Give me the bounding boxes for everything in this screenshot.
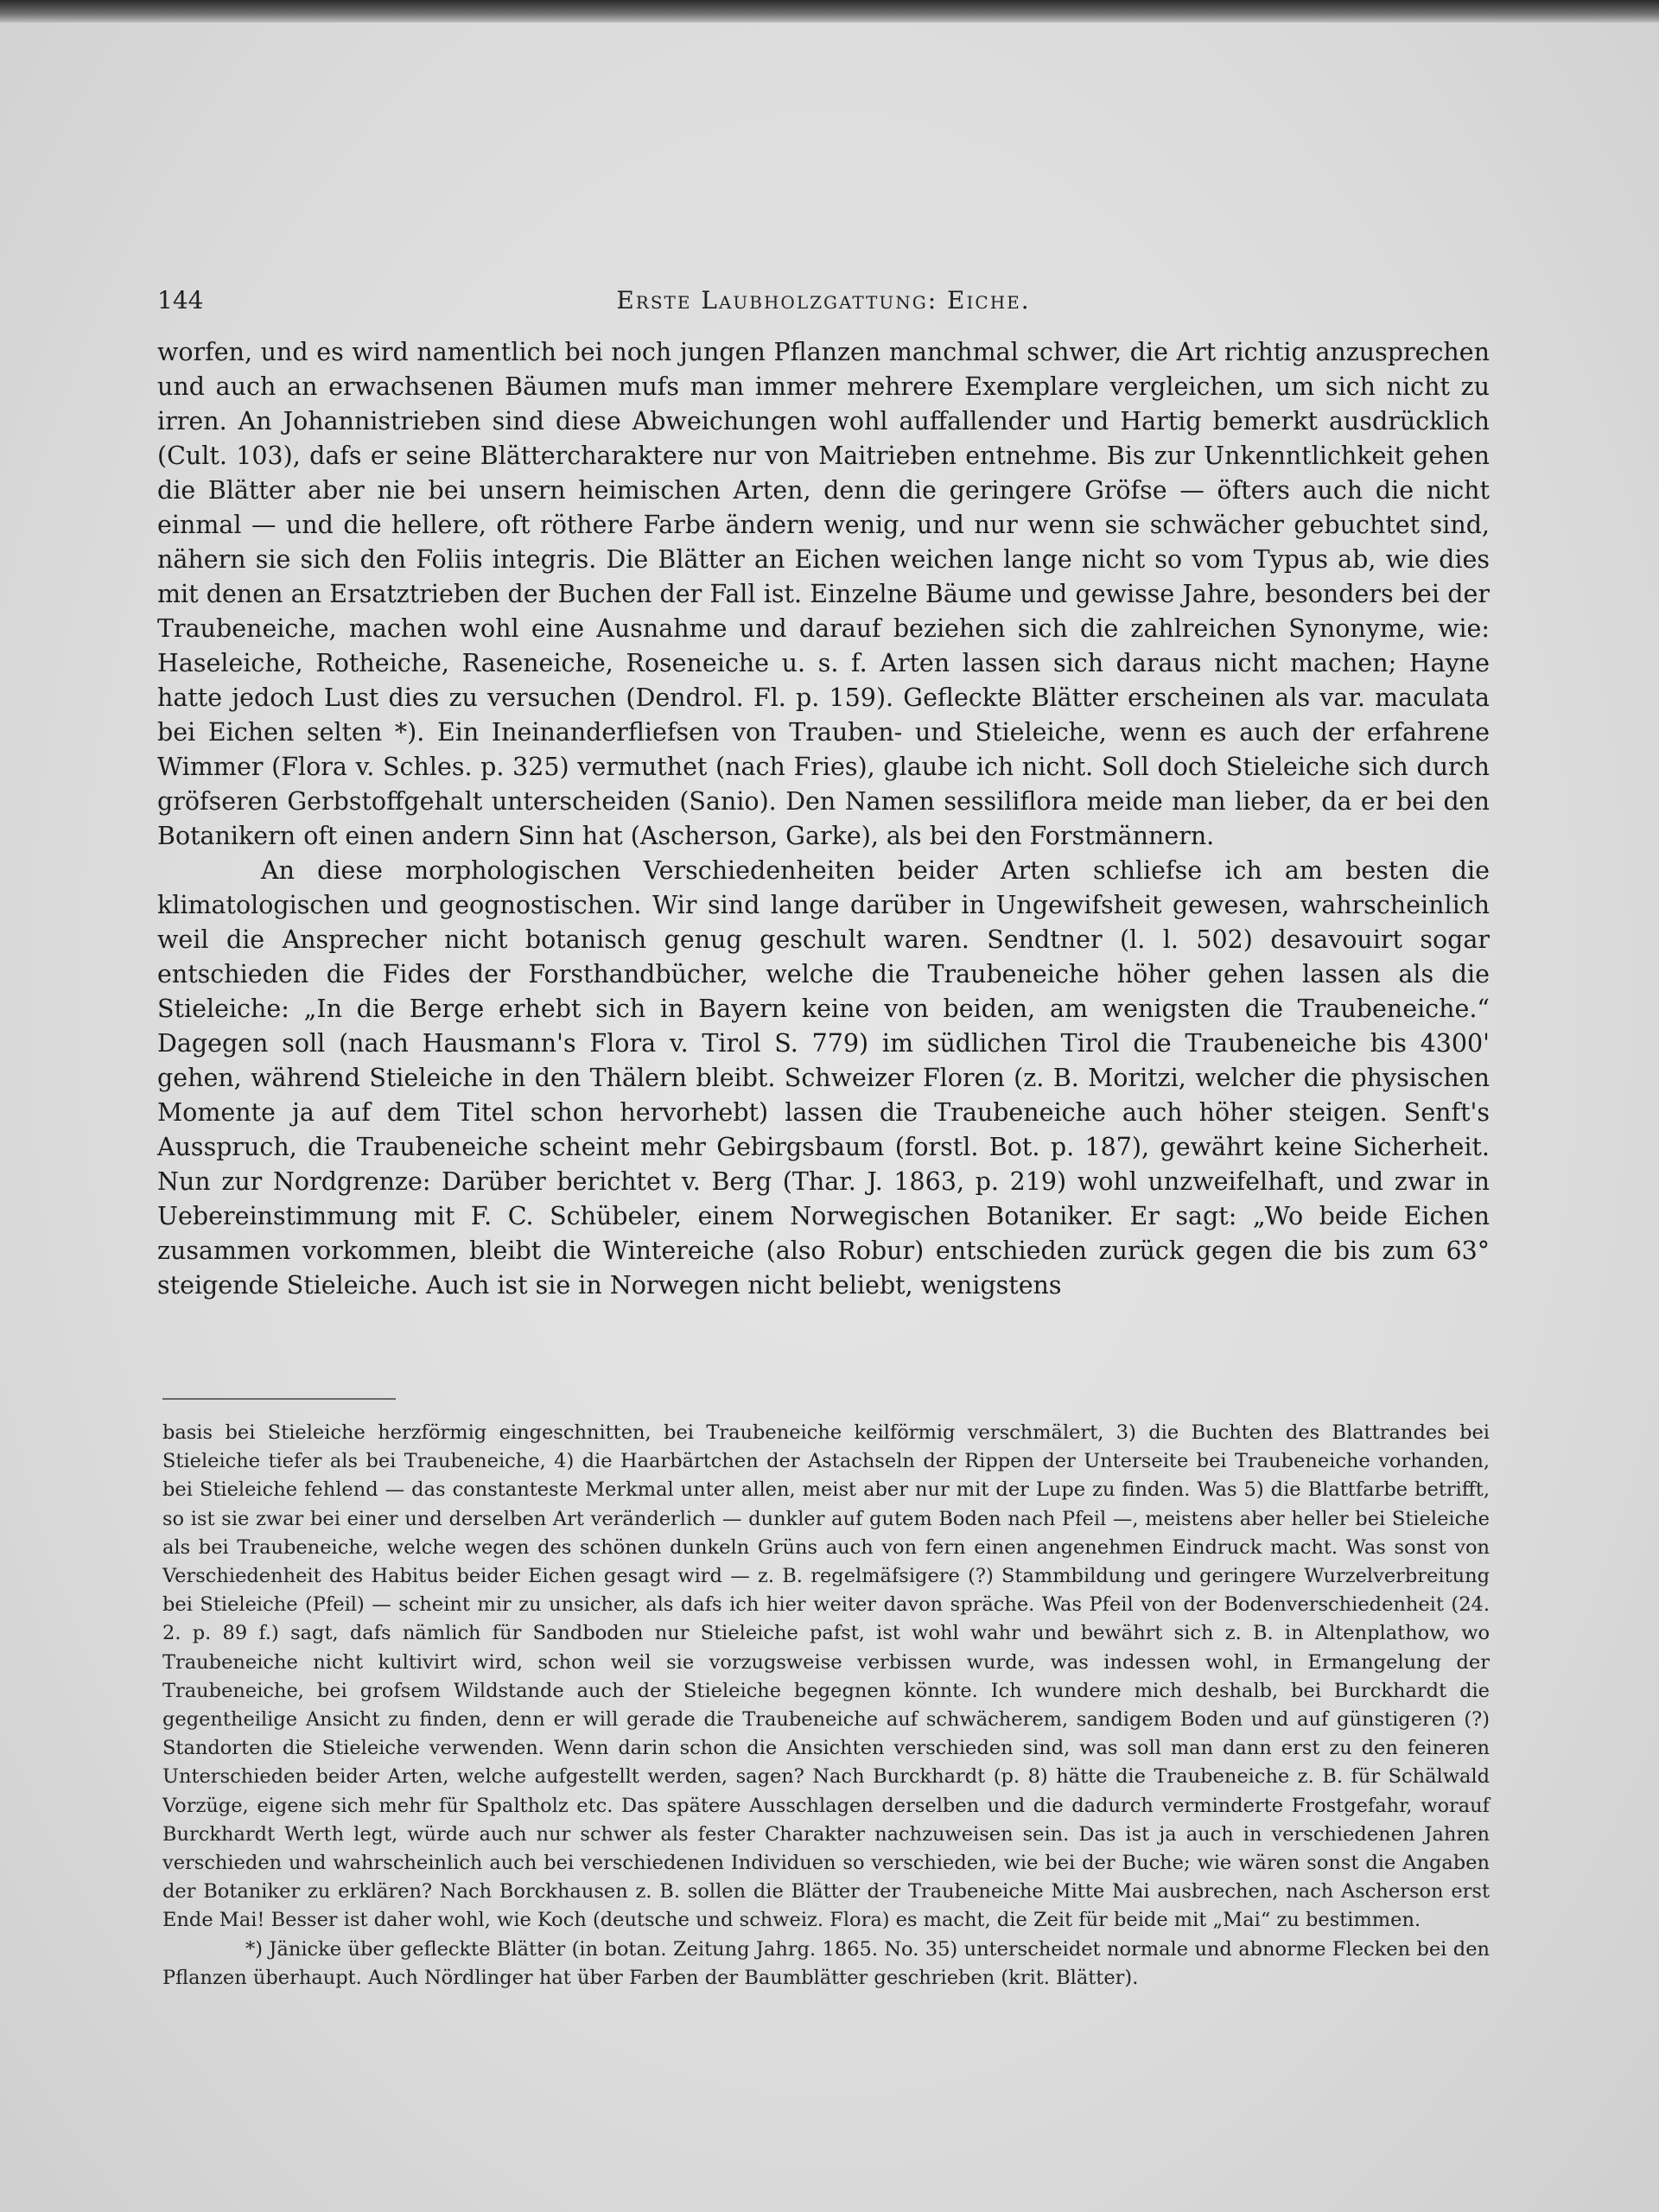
body-paragraph: An diese morphologischen Verschiedenheiten beider Arten schliefse ich am besten die klimatologischen und geognostischen. Wir sind lange darüber in Ungewifsheit gewesen, wahrscheinlich weil die Ansprecher nicht botanisch genug geschult waren. Sendtner (l. l. 502) desavouirt sogar entschieden die Fides der Forsthandbücher, welche die Traubeneiche höher gehen lassen als die Stieleiche: „In die Berge erhebt sich in Bayern keine von beiden, am wenigsten die Traubeneiche.“ Dagegen soll (nach Hausmann's Flora v. Tirol S. 779) im südlichen Tirol die Traubeneiche bis 4300' gehen, während Stieleiche in den Thälern bleibt. Schweizer Floren (z. B. Moritzi, welcher die physischen Momente ja auf dem Titel schon hervorhebt) lassen die Traubeneiche auch höher steigen. Senft's Ausspruch, die Traubeneiche scheint mehr Gebirgsbaum (forstl. Bot. p. 187), gewährt keine Sicherheit. Nun zur Nordgrenze: Darüber berichtet v. Berg (Thar. J. 1863, p. 219) wohl unzweifelhaft, und zwar in Uebereinstimmung mit F. C. Schübeler, einem Norwegischen Botaniker. Er sagt: „Wo beide Eichen zusammen vorkommen, bleibt die Wintereiche (also Robur) entschieden zurück gegen die bis zum 63° steigende Stieleiche. Auch ist sie in Norwegen nicht beliebt, wenigstens [157, 856, 1490, 1300]
footnote-divider [162, 1398, 396, 1400]
page-top-edge [0, 0, 1659, 22]
main-text [157, 335, 1490, 1303]
body-paragraph: worfen, und es wird namentlich bei noch jungen Pflanzen manchmal schwer, die Art richtig anzusprechen und auch an erwachsenen Bäumen mufs man immer mehrere Exemplare vergleichen, um sich nicht zu irren. An Johannistrieben sind diese Abweichungen wohl auffallender und Hartig bemerkt ausdrücklich (Cult. 103), dafs er seine Blättercharaktere nur von Maitrieben entnehme. Bis zur Unkenntlichkeit gehen die Blätter aber nie bei unsern heimischen Arten, denn die geringere Gröfse — öfters auch die nicht einmal — und die hellere, oft röthere Farbe ändern wenig, und nur wenn sie schwächer gebuchtet sind, nähern sie sich den Foliis integris. Die Blätter an Eichen weichen lange nicht so vom Typus ab, wie dies mit denen an Ersatztrieben der Buchen der Fall ist. Einzelne Bäume und gewisse Jahre, besonders bei der Traubeneiche, machen wohl eine Ausnahme und darauf beziehen sich die zahlreichen Synonyme, wie: Haseleiche, Rotheiche, Raseneiche, Roseneiche u. s. f. Arten lassen sich daraus nicht machen; Hayne hatte jedoch Lust dies zu versuchen (Dendrol. Fl. p. 159). Gefleckte Blätter erscheinen als var. maculata bei Eichen selten *). Ein Ineinanderfliefsen von Trauben- und Stieleiche, wenn es auch der erfahrene Wimmer (Flora v. Schles. p. 325) vermuthet (nach Fries), glaube ich nicht. Soll doch Stieleiche sich durch gröfseren Gerbstoffgehalt unterscheiden (Sanio). Den Namen sessiliflora meide man lieber, da er bei den Botanikern oft einen andern Sinn hat (Ascherson, Garke), als bei den Forstmännern. [157, 338, 1490, 850]
page-number: 144 [157, 286, 204, 315]
footnote-star: *) Jänicke über gefleckte Blätter (in botan. Zeitung Jahrg. 1865. No. 35) unterscheidet normale und abnorme Flecken bei den Pflanzen überhaupt. Auch Nördlinger hat über Farben der Baumblätter geschrieben (krit. Blätter). [162, 1937, 1490, 1989]
footnote-continued: basis bei Stieleiche herzförmig eingeschnitten, bei Traubeneiche keilförmig verschmälert, 3) die Buchten des Blattrandes bei Stieleiche tiefer als bei Traubeneiche, 4) die Haarbärtchen der Astachseln der Rippen der Unterseite bei Traubeneiche vorhanden, bei Stieleiche fehlend — das constanteste Merkmal unter allen, meist aber nur mit der Lupe zu finden. Was 5) die Blattfarbe betrifft, so ist sie zwar bei einer und derselben Art veränderlich — dunkler auf gutem Boden nach Pfeil —, meistens aber heller bei Stieleiche als bei Traubeneiche, welche wegen des schönen dunkeln Grüns auch von fern einen angenehmen Eindruck macht. Was sonst von Verschiedenheit des Habitus beider Eichen gesagt wird — z. B. regelmäfsigere (?) Stammbildung und geringere Wurzelverbreitung bei Stieleiche (Pfeil) — scheint mir zu unsicher, als dafs ich hier weiter davon spräche. Was Pfeil von der Bodenverschiedenheit (24. 2. p. 89 f.) sagt, dafs nämlich für Sandboden nur Stieleiche pafst, ist wohl wahr und bewährt sich z. B. in Altenplathow, wo Traubeneiche nicht kultivirt wird, schon weil sie vorzugsweise verbissen wurde, was indessen wohl, in Ermangelung der Traubeneiche, bei grofsem Wildstande auch der Stieleiche begegnen könnte. Ich wundere mich deshalb, bei Burckhardt die gegentheilige Ansicht zu finden, denn er will gerade die Traubeneiche auf schwächerem, sandigem Boden und auf günstigeren (?) Standorten die Stieleiche verwenden. Wenn darin schon die Ansichten verschieden sind, was soll man dann erst zu den feineren Unterschieden beider Arten, welche aufgestellt werden, sagen? Nach Burckhardt (p. 8) hätte die Traubeneiche z. B. für Schälwald Vorzüge, eigene sich mehr für Spaltholz etc. Das spätere Ausschlagen derselben und die dadurch verminderte Frostgefahr, worauf Burckhardt Werth legt, würde auch nur schwer als fester Charakter nachzuweisen sein. Das ist ja auch in verschiedenen Jahren verschieden und wahrscheinlich auch bei verschiedenen Individuen so verschieden, wie bei der Buche; wie wären sonst die Angaben der Botaniker zu erklären? Nach Borckhausen z. B. sollen die Blätter der Traubeneiche Mitte Mai ausbrechen, nach Ascherson erst Ende Mai! Besser ist daher wohl, wie Koch (deutsche und schweiz. Flora) es macht, die Zeit für beide mit „Mai“ zu bestimmen. [162, 1421, 1490, 1932]
running-title: Erste Laubholzgattung: Eiche. [616, 286, 1031, 315]
footnotes [162, 1419, 1490, 1993]
page-header [157, 283, 1490, 318]
